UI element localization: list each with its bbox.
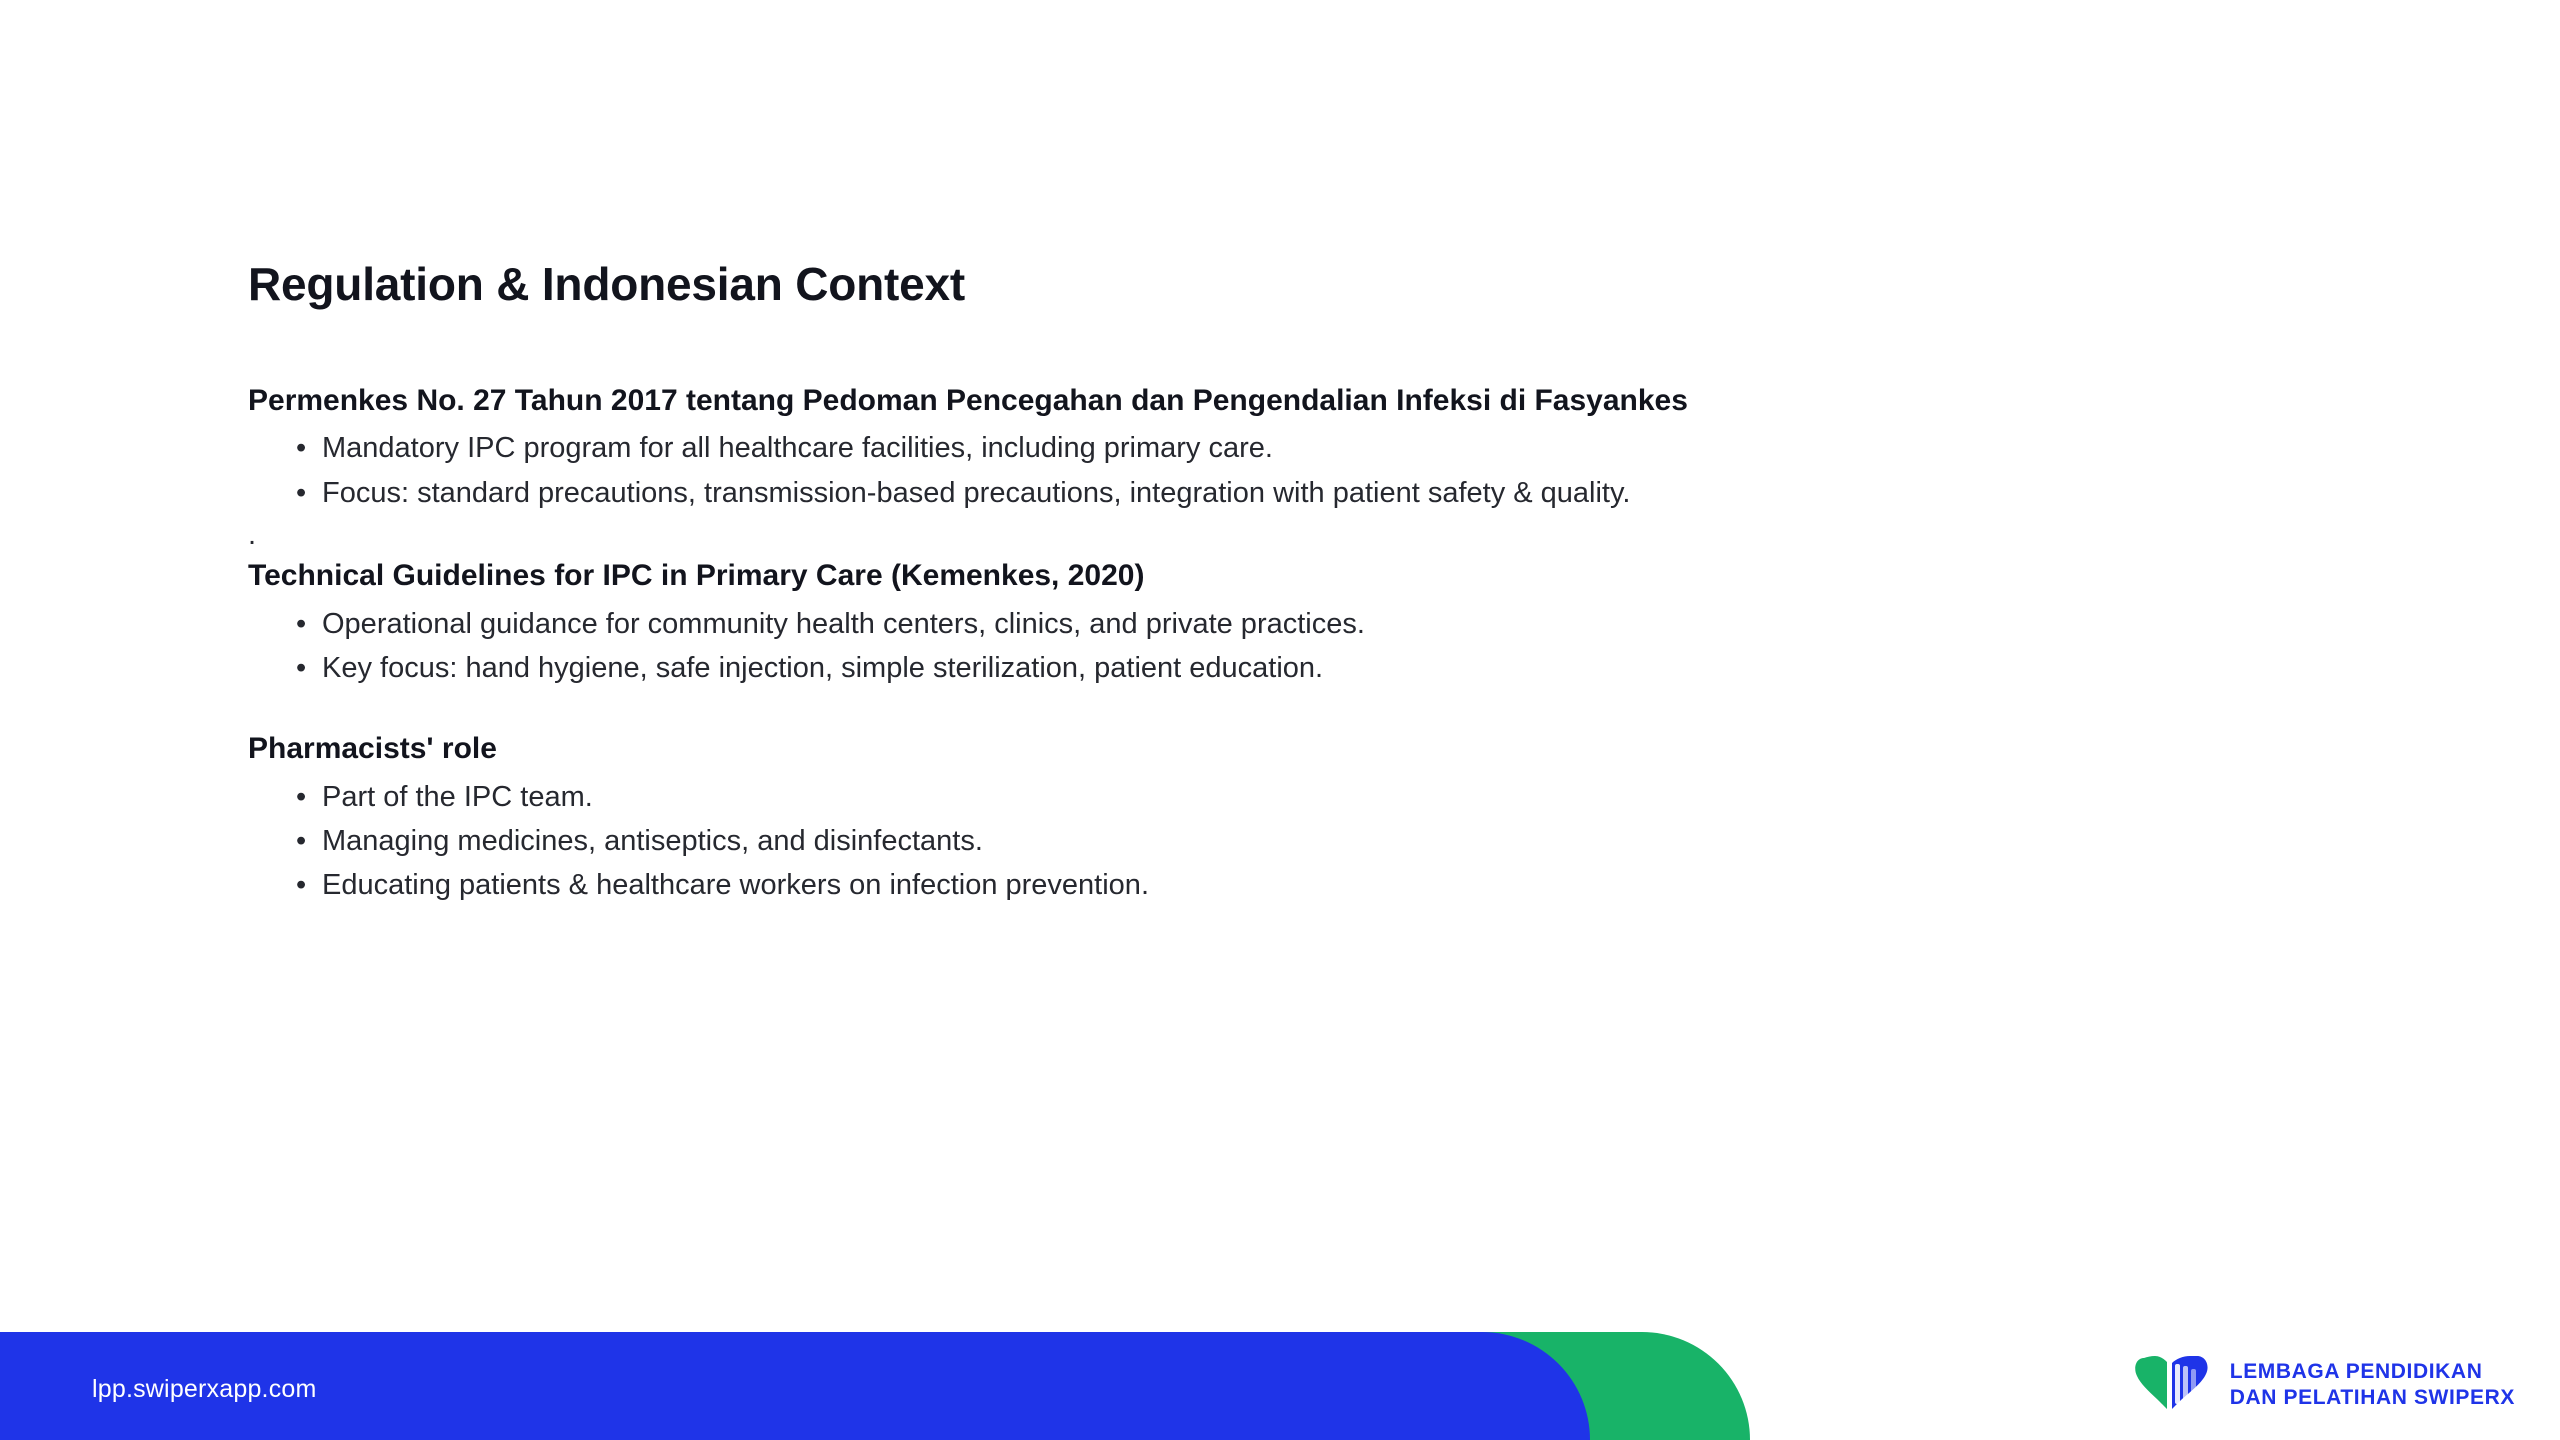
heart-book-icon	[2134, 1352, 2212, 1418]
list-item	[296, 427, 1942, 469]
slide-content	[248, 258, 2208, 909]
section-technical-guidelines	[248, 556, 2208, 689]
brand-line-1: LEMBAGA PENDIDIKAN	[2229, 1359, 2483, 1383]
list-item-text: Mandatory IPC program for all healthcare facilities, including primary care.	[322, 432, 1273, 465]
bullet-list	[248, 776, 2208, 907]
list-item	[296, 864, 1942, 906]
list-item-text: Part of the IPC team.	[322, 780, 593, 813]
brand-line-2: DAN PELATIHAN SWIPERX	[2229, 1386, 2515, 1409]
section-pharmacists-role	[248, 729, 2208, 906]
bullet-icon: •	[296, 780, 307, 813]
section-gap	[248, 691, 2208, 729]
list-item-text: Operational guidance for community health centers, clinics, and private practices.	[322, 607, 1365, 640]
list-item	[296, 647, 1942, 689]
bullet-icon: •	[296, 651, 307, 684]
bullet-list	[248, 427, 2208, 514]
list-item-text: Educating patients & healthcare workers on infection prevention.	[322, 869, 1149, 902]
slide-footer	[0, 1332, 2560, 1440]
section-permenkes	[248, 381, 2208, 554]
list-item	[296, 603, 1942, 645]
bullet-list	[248, 603, 2208, 690]
page-title: Regulation & Indonesian Context	[248, 258, 966, 310]
bullet-icon: •	[296, 607, 307, 640]
list-item	[296, 472, 1942, 514]
brand-text	[2230, 1359, 2515, 1412]
list-item-text: Focus: standard precautions, transmission-based precautions, integration with patient safety & quality.	[322, 476, 1631, 509]
section-heading: Technical Guidelines for IPC in Primary Care (Kemenkes, 2020)	[248, 559, 1145, 593]
trailing-dot: .	[248, 519, 257, 552]
bullet-icon: •	[296, 869, 307, 902]
list-item	[296, 776, 1942, 818]
section-heading: Pharmacists' role	[248, 732, 497, 766]
bullet-icon: •	[296, 825, 307, 858]
bullet-icon: •	[296, 432, 307, 465]
list-item	[296, 820, 1942, 862]
list-item-text: Managing medicines, antiseptics, and disinfectants.	[322, 825, 983, 858]
section-heading: Permenkes No. 27 Tahun 2017 tentang Pedoman Pencegahan dan Pengendalian Infeksi di Fasyankes	[248, 383, 1688, 417]
bullet-icon: •	[296, 476, 307, 509]
list-item-text: Key focus: hand hygiene, safe injection, simple sterilization, patient education.	[322, 651, 1324, 684]
footer-url: lpp.swiperxapp.com	[92, 1375, 317, 1403]
brand-logo	[2134, 1352, 2515, 1418]
